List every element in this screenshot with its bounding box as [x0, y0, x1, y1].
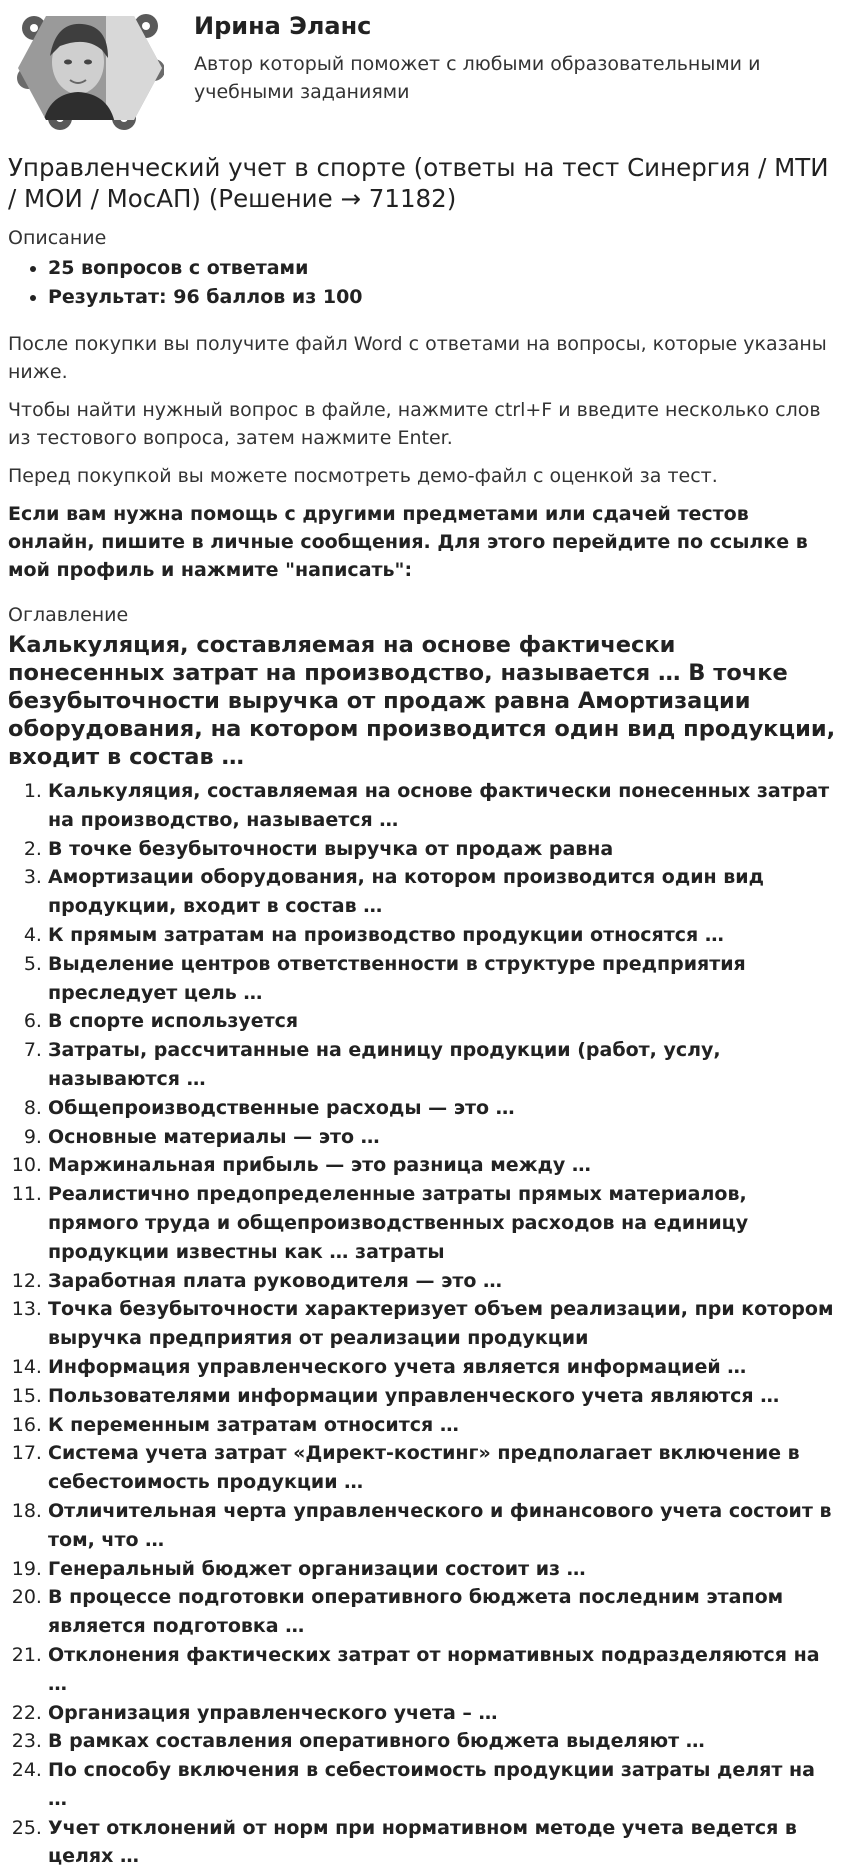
question-item: 14. Информация управленческого учета является информацией … — [48, 1353, 839, 1382]
question-item: 13. Точка безубыточности характеризует объем реализации, при котором выручка предприятия от реализации продукции — [48, 1295, 839, 1353]
question-item: 12. Заработная плата руководителя — это … — [48, 1267, 839, 1296]
question-item: 2. В точке безубыточности выручка от продаж равна — [48, 835, 839, 864]
help-text: Если вам нужна помощь с другими предметами или сдачей тестов онлайн, пишите в личные сообщения. Для этого перейдите по ссылке в мой профиль и нажмите "написать": — [8, 503, 808, 581]
question-item: 20. В процессе подготовки оперативного бюджета последним этапом является подготовка … — [48, 1583, 839, 1641]
avatar[interactable] — [16, 6, 164, 130]
question-item: 24. По способу включения в себестоимость продукции затраты делят на … — [48, 1756, 839, 1814]
question-item: 21. Отклонения фактических затрат от нормативных подразделяются на … — [48, 1641, 839, 1699]
paragraph-search-hint: Чтобы найти нужный вопрос в файле, нажмите ctrl+F и введите несколько слов из тестового вопроса, затем нажмите Enter. — [8, 399, 821, 449]
question-item: 3. Амортизации оборудования, на котором производится один вид продукции, входит в состав … — [48, 863, 839, 921]
toc-label: Оглавление — [8, 604, 129, 626]
question-item: 6. В спорте используется — [48, 1007, 839, 1036]
question-item: 16. К переменным затратам относится … — [48, 1411, 839, 1440]
question-item: 10. Маржинальная прибыль — это разница между … — [48, 1151, 839, 1180]
question-item: 23. В рамках составления оперативного бюджета выделяют … — [48, 1727, 839, 1756]
question-item: 22. Организация управленческого учета – … — [48, 1699, 839, 1728]
question-item: 17. Система учета затрат «Директ-костинг» предполагает включение в себестоимость продукции … — [48, 1439, 839, 1497]
question-item: 15. Пользователями информации управленческого учета являются … — [48, 1382, 839, 1411]
list-item: • Результат: 96 баллов из 100 — [48, 283, 839, 312]
questions-list — [8, 777, 839, 1871]
question-item: 11. Реалистично предопределенные затраты прямых материалов, прямого труда и общепроизводственных расходов на единицу продукции известны как … затраты — [48, 1180, 839, 1266]
description-label: Описание — [8, 227, 107, 249]
question-item: 7. Затраты, рассчитанные на единицу продукции (работ, услу, называются … — [48, 1036, 839, 1094]
author-description: Автор который поможет с любыми образовательными и учебными заданиями — [194, 53, 761, 103]
question-item: 25. Учет отклонений от норм при нормативном методе учета ведется в целях … — [48, 1814, 839, 1871]
question-item: 1. Калькуляция, составляемая на основе фактически понесенных затрат на производство, называется … — [48, 777, 839, 835]
paragraph-purchase-info: После покупки вы получите файл Word с ответами на вопросы, которые указаны ниже. — [8, 333, 827, 383]
question-item: 8. Общепроизводственные расходы — это … — [48, 1094, 839, 1123]
page-title: Управленческий учет в спорте (ответы на тест Синергия / МТИ / МОИ / МосАП) (Решение → 71182) — [8, 153, 829, 213]
author-name[interactable]: Ирина Эланс — [194, 12, 372, 40]
question-item: 9. Основные материалы — это … — [48, 1123, 839, 1152]
toc-heading: Калькуляция, составляемая на основе фактически понесенных затрат на производство, называется … В точке безубыточности выручка от продаж равна Амортизации оборудования, на котором производится один вид продукции, входит в состав … — [8, 632, 836, 770]
avatar-image — [16, 6, 164, 130]
question-item: 5. Выделение центров ответственности в структуре предприятия преследует цель … — [48, 950, 839, 1008]
author-block — [8, 0, 839, 140]
description-list — [8, 254, 839, 312]
question-item: 19. Генеральный бюджет организации состоит из … — [48, 1555, 839, 1584]
question-item: 18. Отличительная черта управленческого и финансового учета состоит в том, что … — [48, 1497, 839, 1555]
list-item: • 25 вопросов с ответами — [48, 254, 839, 283]
paragraph-demo-file: Перед покупкой вы можете посмотреть демо-файл с оценкой за тест. — [8, 465, 718, 487]
question-item: 4. К прямым затратам на производство продукции относятся … — [48, 921, 839, 950]
